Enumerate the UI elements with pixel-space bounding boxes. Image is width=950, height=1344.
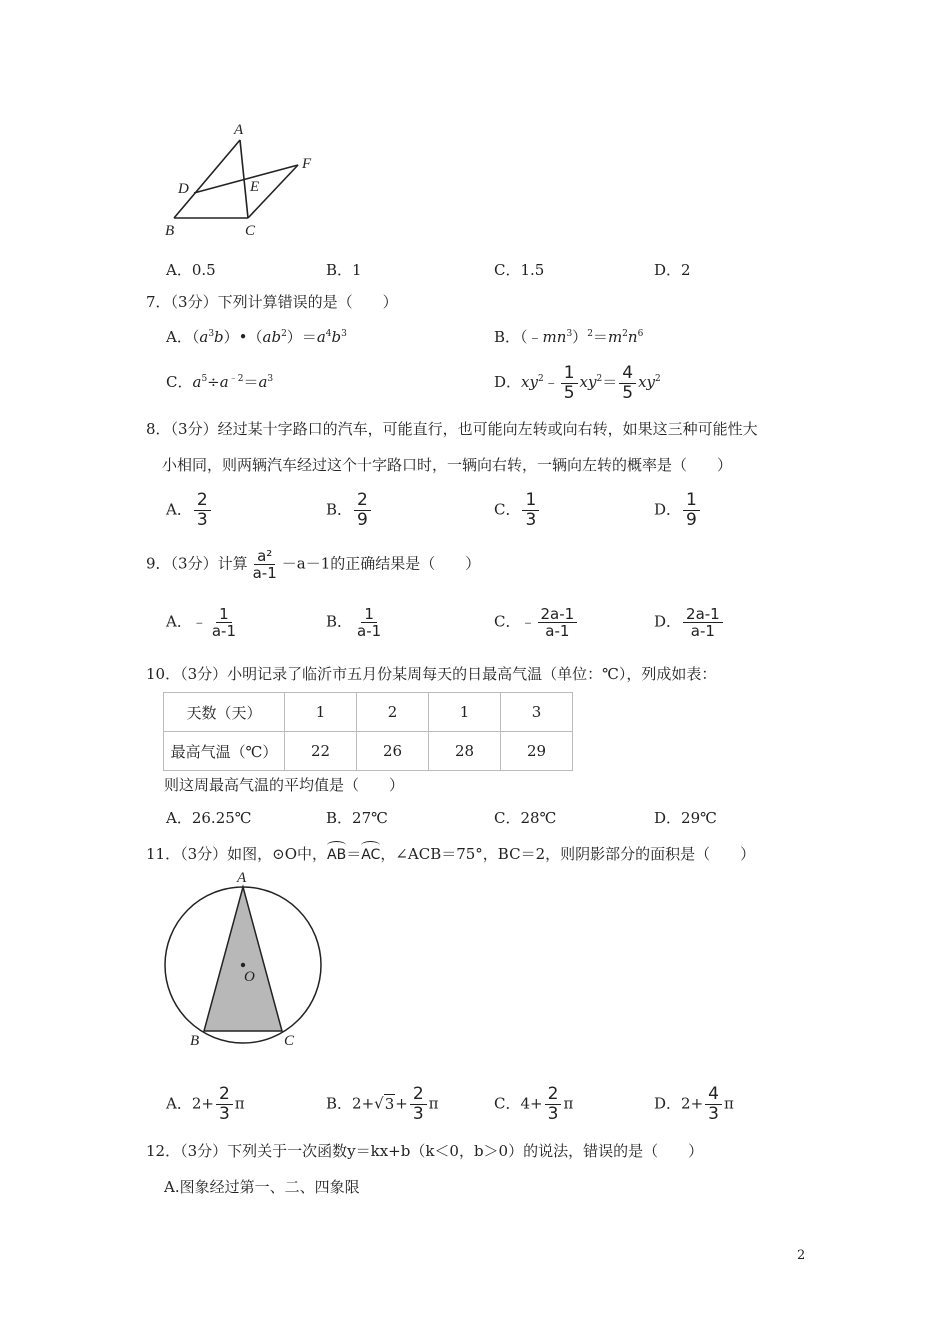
arc-ac: AC bbox=[361, 841, 380, 865]
label-a: A bbox=[234, 122, 244, 138]
table-cell: 3 bbox=[501, 693, 573, 732]
q10-stem: 10．（3分）小明记录了临沂市五月份某周每天的日最高气温（单位：℃），列成如表： bbox=[146, 665, 717, 683]
arc-ab: AB bbox=[327, 841, 346, 865]
table-cell: 2 bbox=[357, 693, 429, 732]
q10-option-b: B．27℃ bbox=[326, 809, 388, 827]
label-f: F bbox=[302, 156, 312, 172]
page-number: 2 bbox=[797, 1248, 806, 1263]
q9-stem: 9．（3分）计算 $\frac{\text{a²}}{a-1}$ －a－1的正确结果是（ ） bbox=[146, 547, 481, 582]
triangle-figure-q6 bbox=[160, 118, 330, 243]
q11-option-b: B．2+√3+ $\frac{2}{3}$ π bbox=[326, 1084, 439, 1124]
table-cell: 最高气温（℃） bbox=[164, 732, 285, 771]
q7-option-a: A．$(a^3b)•(ab^2)=a^4b^3$ bbox=[166, 328, 347, 346]
table-row bbox=[164, 732, 573, 771]
table-cell: 22 bbox=[285, 732, 357, 771]
q9-option-b: B． $\frac{1}{a-1}$ bbox=[326, 605, 382, 640]
label-b: B bbox=[190, 1033, 200, 1049]
q7-stem: 7．（3分）下列计算错误的是（ ） bbox=[146, 293, 398, 311]
q9-option-a: A．﹣ $\frac{1}{a-1}$ bbox=[166, 605, 237, 640]
q11-option-a: A．2+ $\frac{2}{3}$ π bbox=[166, 1084, 245, 1124]
q8-option-b: B． $\frac{2}{9}$ bbox=[326, 491, 373, 530]
label-c: C bbox=[284, 1033, 295, 1049]
table-row bbox=[164, 693, 573, 732]
table-cell: 29 bbox=[501, 732, 573, 771]
q7-option-b: B．$(﹣mn^3)^2=m^2n^6$ bbox=[494, 328, 644, 346]
label-a: A bbox=[237, 870, 247, 886]
temperature-table bbox=[163, 692, 573, 771]
q6-option-b: B．1 bbox=[326, 261, 362, 279]
q8-stem-line1: 8．（3分）经过某十字路口的汽车，可能直行，也可能向左转或向右转，如果这三种可能性大 bbox=[146, 420, 758, 438]
table-cell: 1 bbox=[429, 693, 501, 732]
q8-option-d: D． $\frac{1}{9}$ bbox=[654, 491, 702, 530]
q11-option-d: D．2+ $\frac{4}{3}$ π bbox=[654, 1084, 734, 1124]
table-cell: 28 bbox=[429, 732, 501, 771]
label-c: C bbox=[245, 223, 256, 239]
table-cell: 26 bbox=[357, 732, 429, 771]
q7-option-c: C．$a^5\div a^{﹣2}=a^3$ bbox=[166, 373, 274, 391]
q8-option-a: A． $\frac{2}{3}$ bbox=[166, 491, 213, 530]
q10-after-table: 则这周最高气温的平均值是（ ） bbox=[164, 776, 405, 794]
q7-option-d: D．$xy^2﹣$ $\frac{1}{5}$ $xy^2=$ $\frac{4}{5}$ $xy^2$ bbox=[494, 362, 661, 403]
q12-stem: 12．（3分）下列关于一次函数y＝kx+b（k＜0，b＞0）的说法，错误的是（ ） bbox=[146, 1142, 704, 1160]
q8-option-c: C． $\frac{1}{3}$ bbox=[494, 491, 541, 530]
q11-stem: 11．（3分）如图，⊙O中，AB＝AC，∠ACB＝75°，BC＝2，则阴影部分的面积是（ ） bbox=[146, 841, 755, 865]
circle-figure-q11 bbox=[160, 868, 330, 1053]
q6-option-c: C．1.5 bbox=[494, 261, 545, 279]
table-cell: 1 bbox=[285, 693, 357, 732]
q8-stem-line2: 小相同，则两辆汽车经过这个十字路口时，一辆向右转，一辆向左转的概率是（ ） bbox=[162, 456, 733, 474]
label-o: O bbox=[244, 969, 255, 985]
label-e: E bbox=[250, 179, 260, 195]
q10-option-a: A．26.25℃ bbox=[166, 809, 252, 827]
q9-option-c: C．﹣ $\frac{2a-1}{a-1}$ bbox=[494, 606, 579, 639]
q10-option-c: C．28℃ bbox=[494, 809, 557, 827]
q10-option-d: D．29℃ bbox=[654, 809, 717, 827]
q9-option-d: D． $\frac{2a-1}{a-1}$ bbox=[654, 606, 725, 639]
label-b: B bbox=[165, 223, 175, 239]
q6-option-a: A．0.5 bbox=[166, 261, 216, 279]
label-d: D bbox=[178, 181, 189, 197]
q11-option-c: C．4+ $\frac{2}{3}$ π bbox=[494, 1084, 574, 1124]
table-cell: 天数（天） bbox=[164, 693, 285, 732]
q6-option-d: D．2 bbox=[654, 261, 691, 279]
q12-option-a: A.图象经过第一、二、四象限 bbox=[164, 1178, 360, 1196]
